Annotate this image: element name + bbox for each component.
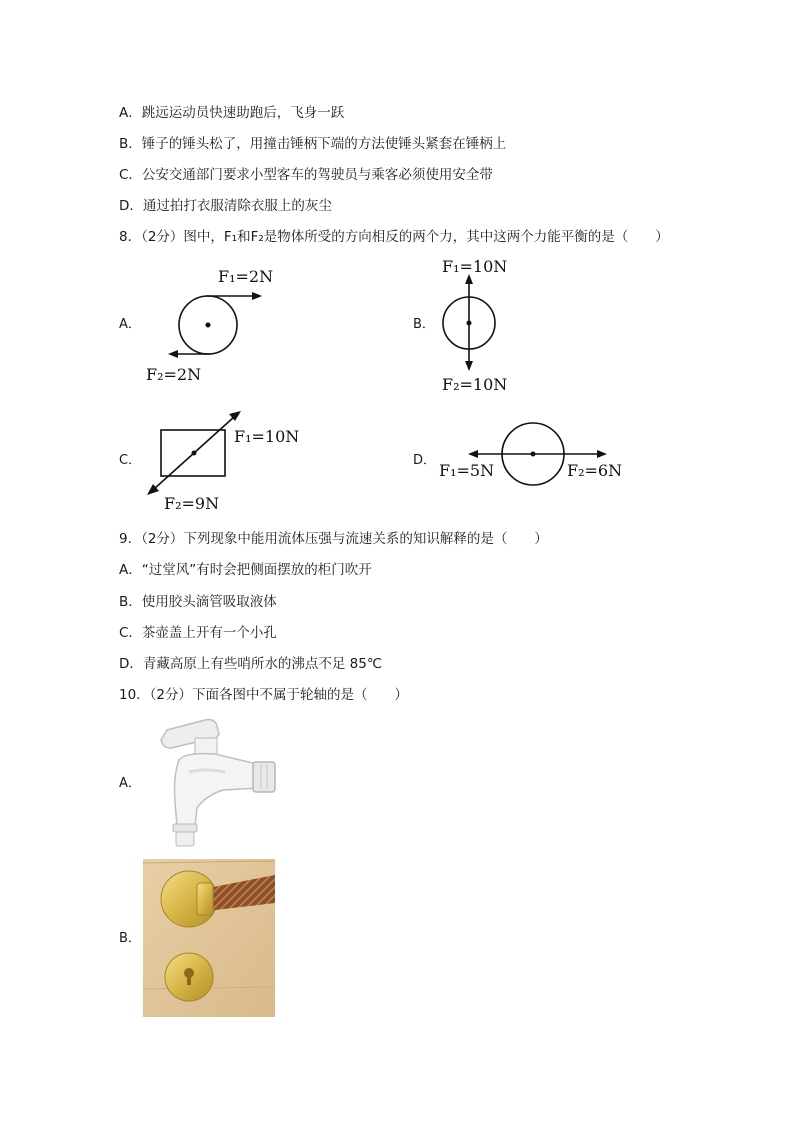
q8-b-f2-label: F₂=10N: [442, 375, 508, 394]
q8-figure-c: [140, 402, 310, 517]
q8-d-f2-label: F₂=6N: [567, 461, 623, 480]
q9-stem: 9．（2分）下列现象中能用流体压强与流速关系的知识解释的是（ ）: [119, 531, 548, 547]
q8-b-f1-label: F₁=10N: [442, 257, 508, 276]
q7-option-c: C．公安交通部门要求小型客车的驾驶员与乘客必须使用安全带: [119, 167, 493, 183]
q8-stem: 8．（2分）图中，F₁和F₂是物体所受的方向相反的两个力，其中这两个力能平衡的是（ ）: [119, 229, 669, 245]
q9-option-b: B．使用胶头滴管吸取液体: [119, 594, 277, 610]
q8-option-c-label: C．: [119, 453, 142, 468]
q9-option-c: C．茶壶盖上开有一个小孔: [119, 625, 277, 641]
q8-d-f1-label: F₁=5N: [439, 461, 495, 480]
q8-figure-b: [430, 252, 570, 397]
q10-option-a-label: A．: [119, 776, 141, 791]
q7-option-b: B．锤子的锤头松了，用撞击锤柄下端的方法使锤头紧套在锤柄上: [119, 136, 507, 152]
q10-stem: 10．（2分）下面各图中不属于轮轴的是（ ）: [119, 687, 409, 703]
q8-c-f1-label: F₁=10N: [234, 427, 300, 446]
q8-figure-d: [435, 418, 635, 503]
door-handle-lock-icon: [143, 859, 275, 1017]
q8-a-f2-label: F₂=2N: [146, 365, 202, 384]
faucet-icon: [145, 712, 277, 848]
q9-option-a: A．“过堂风”有时会把侧面摆放的柜门吹开: [119, 562, 372, 578]
q8-option-a-label: A．: [119, 317, 141, 332]
q8-a-f1-label: F₁=2N: [218, 267, 274, 286]
q7-option-a: A．跳远运动员快速助跑后，飞身一跃: [119, 105, 345, 121]
q8-figure-a: [140, 258, 280, 388]
q8-option-d-label: D．: [413, 453, 437, 468]
q9-option-d: D．青藏高原上有些哨所水的沸点不足 85℃: [119, 656, 383, 672]
q7-option-d: D．通过拍打衣服清除衣服上的灰尘: [119, 198, 332, 214]
q8-option-b-label: B．: [413, 317, 435, 332]
q10-option-b-label: B．: [119, 931, 141, 946]
q8-c-f2-label: F₂=9N: [164, 494, 220, 513]
